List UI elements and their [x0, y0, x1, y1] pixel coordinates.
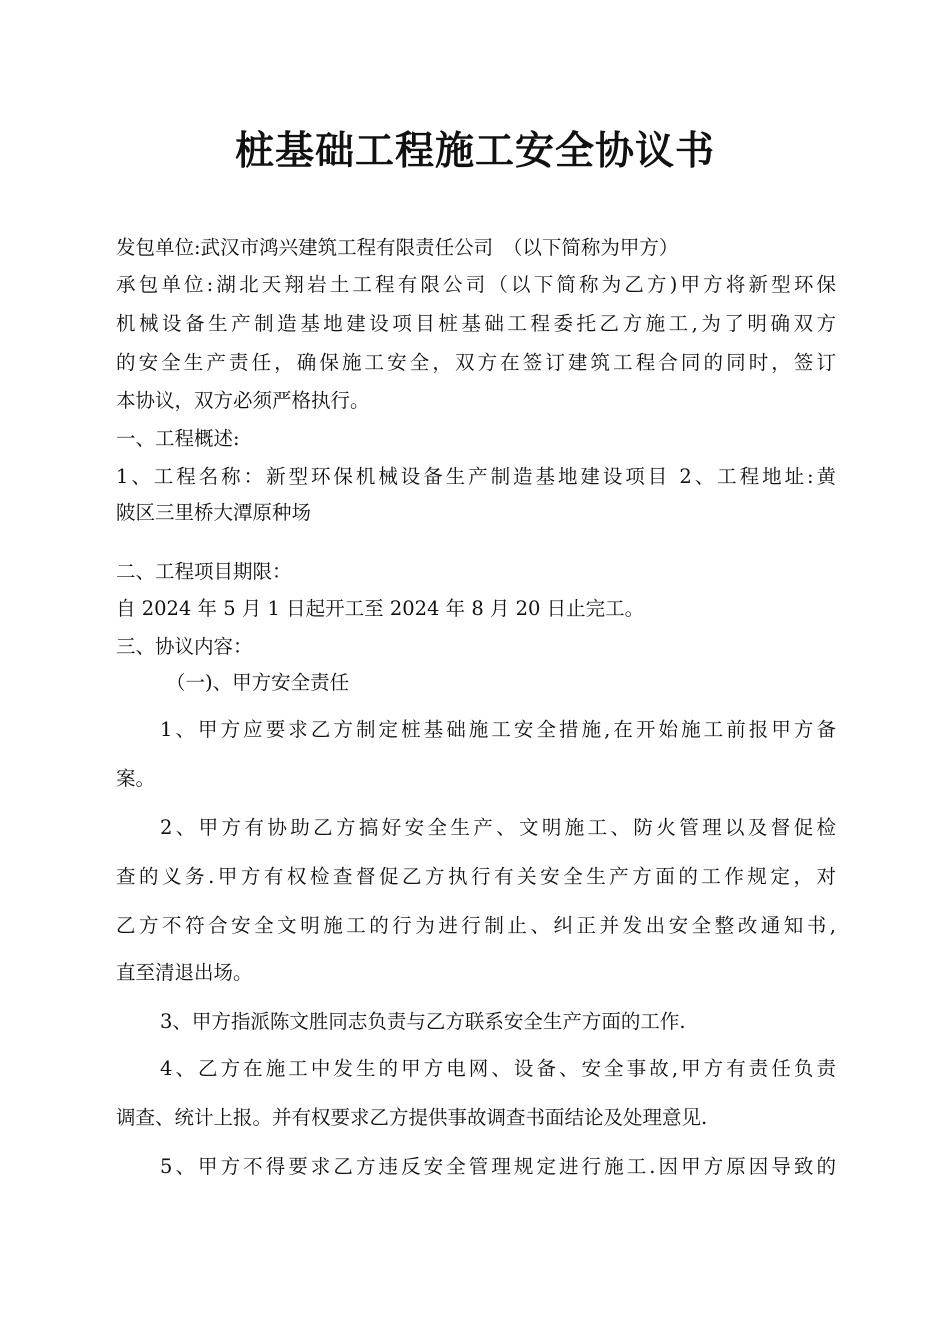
subcontractor-line: 承包单位:湖北天翔岩土工程有限公司（以下简称为乙方)甲方将新型环保 — [116, 273, 836, 296]
clause-2-line-2: 查的义务.甲方有权检查督促乙方执行有关安全生产方面的工作规定，对 — [116, 865, 836, 888]
clause-2-line-3: 乙方不符合安全文明施工的行为进行制止、纠正并发出安全整改通知书, — [116, 914, 836, 937]
project-address-line: 陂区三里桥大潭原种场 — [116, 501, 312, 524]
section-heading-content: 三、协议内容： — [116, 635, 253, 658]
clause-4-line-2: 调查、统计上报。并有权要求乙方提供事故调查书面结论及处理意见. — [116, 1106, 708, 1129]
document-title: 桩基础工程施工安全协议书 — [234, 129, 715, 174]
intro-line-4: 本协议，双方必须严格执行。 — [116, 389, 370, 412]
clause-4-line-1: 4、乙方在施工中发生的甲方电网、设备、安全事故,甲方有责任负责 — [160, 1057, 836, 1080]
clause-1-line-2: 案。 — [116, 767, 156, 790]
subsection-heading-party-a: （一)、甲方安全责任 — [166, 671, 350, 694]
section-heading-period: 二、工程项目期限： — [116, 560, 292, 583]
clause-2-line-4: 直至清退出场。 — [116, 961, 253, 984]
intro-line-3: 的安全生产责任，确保施工安全，双方在签订建筑工程合同的同时，签订 — [116, 351, 836, 374]
section-heading-overview: 一、工程概述: — [116, 427, 240, 450]
project-name-line: 1、工程名称：新型环保机械设备生产制造基地建设项目 2、工程地址:黄 — [116, 465, 836, 488]
clause-1-line-1: 1、甲方应要求乙方制定桩基础施工安全措施,在开始施工前报甲方备 — [160, 718, 836, 741]
clause-3-line-1: 3、甲方指派陈文胜同志负责与乙方联系安全生产方面的工作. — [160, 1010, 686, 1033]
period-line: 自 2024 年 5 月 1 日起开工至 2024 年 8 月 20 日止完工。 — [116, 597, 645, 620]
intro-line-2: 机械设备生产制造基地建设项目桩基础工程委托乙方施工,为了明确双方 — [116, 312, 836, 335]
clause-5-line-1: 5、甲方不得要求乙方违反安全管理规定进行施工.因甲方原因导致的 — [160, 1155, 836, 1178]
contractor-line: 发包单位:武汉市鸿兴建筑工程有限责任公司 （以下简称为甲方） — [116, 236, 679, 259]
clause-2-line-1: 2、甲方有协助乙方搞好安全生产、文明施工、防火管理以及督促检 — [160, 816, 836, 839]
